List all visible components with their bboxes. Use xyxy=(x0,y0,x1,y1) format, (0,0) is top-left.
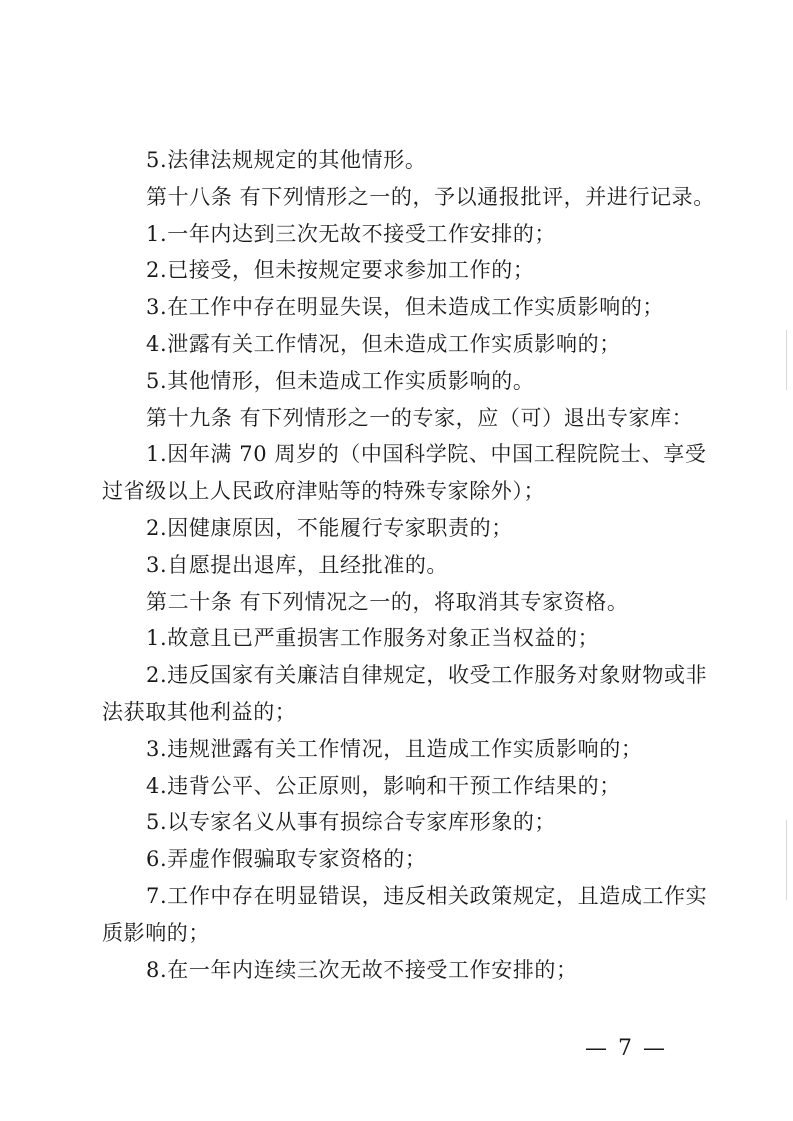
paragraph-line: 2.违反国家有关廉洁自律规定，收受工作服务对象财物或非 xyxy=(146,663,708,688)
paragraph-line: 2.因健康原因，不能履行专家职责的； xyxy=(146,515,513,540)
paragraph-line: 1.一年内达到三次无故不接受工作安排的； xyxy=(146,221,557,246)
paragraph-line: 2.已接受，但未按规定要求参加工作的； xyxy=(146,258,535,283)
page-number: — 7 — xyxy=(585,1036,667,1061)
paragraph-line: 3.在工作中存在明显失误，但未造成工作实质影响的； xyxy=(146,295,665,320)
scan-edge-mark xyxy=(786,330,787,390)
paragraph-continuation: 过省级以上人民政府津贴等的特殊专家除外）； xyxy=(102,479,546,504)
paragraph-line: 3.违规泄露有关工作情况，且造成工作实质影响的； xyxy=(146,736,643,761)
paragraph-line: 4.泄露有关工作情况，但未造成工作实质影响的； xyxy=(146,331,621,356)
paragraph-line: 8.在一年内连续三次无故不接受工作安排的； xyxy=(146,957,578,982)
paragraph-line: 1.故意且已严重损害工作服务对象正当权益的； xyxy=(146,626,600,651)
paragraph-line: 7.工作中存在明显错误，违反相关政策规定，且造成工作实 xyxy=(146,883,708,908)
paragraph-line: 5.以专家名义从事有损综合专家库形象的； xyxy=(146,810,557,835)
paragraph-line: 3.自愿提出退库，且经批准的。 xyxy=(146,552,449,577)
paragraph-line: 4.违背公平、公正原则，影响和干预工作结果的； xyxy=(146,773,621,798)
paragraph-line: 6.弄虚作假骗取专家资格的； xyxy=(146,847,427,872)
paragraph-continuation: 法获取其他利益的； xyxy=(102,699,297,724)
scan-edge-mark xyxy=(786,820,787,900)
article-18-heading: 第十八条 有下列情形之一的，予以通报批评，并进行记录。 xyxy=(146,184,715,209)
document-body xyxy=(102,142,715,988)
paragraph-line: 5.法律法规规定的其他情形。 xyxy=(146,148,427,172)
paragraph-line: 5.其他情形，但未造成工作实质影响的。 xyxy=(146,368,535,393)
article-20-heading: 第二十条 有下列情况之一的，将取消其专家资格。 xyxy=(146,589,629,614)
paragraph-line: 1.因年满 70 周岁的（中国科学院、中国工程院院士、享受 xyxy=(146,442,707,467)
article-19-heading: 第十九条 有下列情形之一的专家，应（可）退出专家库： xyxy=(146,405,694,430)
paragraph-continuation: 质影响的； xyxy=(102,920,210,945)
